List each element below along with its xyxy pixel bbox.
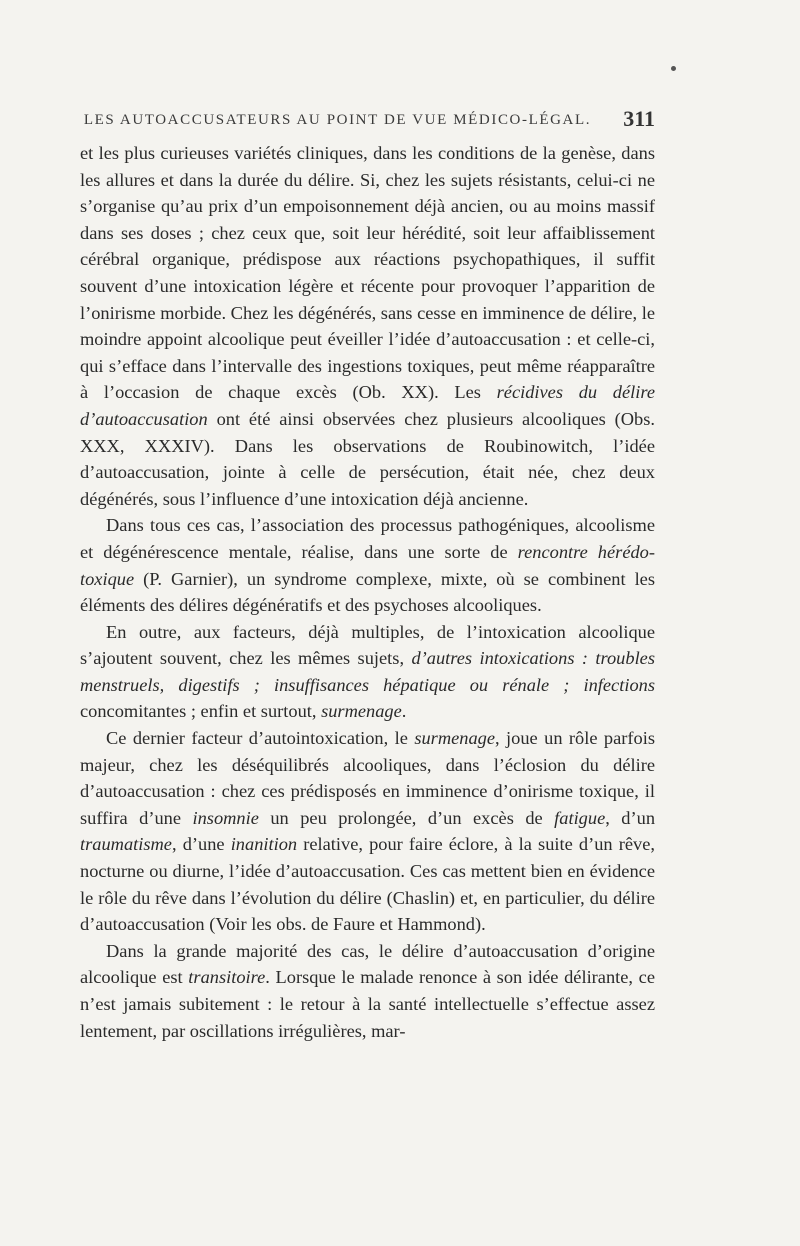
paragraph-1 <box>80 140 655 512</box>
text-span: Dans tous ces cas, l’association des processus pathogéniques, alcoolisme et dégénérescence mentale, réalise, dans une sorte de <box>80 515 655 562</box>
italic-span: insomnie <box>192 807 259 828</box>
paragraph-5 <box>80 938 655 1044</box>
body-text <box>80 140 655 1044</box>
text-span: , joue un rôle parfois majeur, chez les déséquilibrés alcooliques, dans l’éclosion du délire d’autoaccusation : chez ces prédisposés en imminence d’onirisme toxique, il suffira d’une <box>80 728 656 828</box>
italic-span: transitoire <box>188 967 266 988</box>
text-span: En outre, aux facteurs, déjà multiples, de l’intoxication alcoolique s’ajoutent souvent, chez les mêmes sujets, <box>80 621 655 669</box>
text-span: concomitantes ; enfin et surtout, <box>80 701 322 722</box>
italic-span: récidives du délire d’autoaccusation <box>80 382 656 429</box>
paragraph-4 <box>80 725 655 938</box>
text-span: ont été ainsi observées chez plusieurs alcooliques (Obs. XXX, XXXIV). Dans les observations de Roubinowitch, l’idée d’autoaccusation, jointe à celle de persécution, était née, chez deux dégénérés, sous l’influence d’une intoxication déjà ancienne. <box>80 408 655 509</box>
text-span: . Lorsque le malade renonce à son idée délirante, ce n’est jamais subitement : le retour à la santé intellectuelle s’effectue assez lentement, par oscillations irrégulières, mar- <box>80 967 655 1041</box>
italic-span: d’autres intoxications : troubles menstruels, digestifs ; insuffisances hépatique ou rénale ; infections <box>80 648 656 695</box>
paragraph-3 <box>80 619 655 725</box>
text-span: relative, pour faire éclore, à la suite d’un rêve, nocturne ou diurne, l’idée d’autoaccusation. Ces cas mettent bien en évidence le rôle du rêve dans l’évolution du délire (Chaslin) et, en particulier, du délire d’autoaccusation (Voir les obs. de Faure et Hammond). <box>80 834 655 935</box>
page-number: 311 <box>623 106 655 131</box>
italic-span: rencontre hérédo-toxique <box>80 541 655 589</box>
italic-span: surmenage <box>414 728 496 749</box>
text-span: , d’un <box>605 807 656 828</box>
text-span: Dans la grande majorité des cas, le délire d’autoaccusation d’origine alcoolique est <box>80 940 655 988</box>
italic-span: traumatisme <box>80 834 172 855</box>
running-head-title: LES AUTOACCUSATEURS AU POINT DE VUE MÉDICO-LÉGAL. <box>83 112 592 128</box>
text-span: (P. Garnier), un syndrome complexe, mixte, où se combinent les éléments des délires dégénératifs et des psychoses alcooliques. <box>80 568 655 616</box>
italic-span: fatigue <box>554 807 606 828</box>
text-span: un peu prolongée, d’un excès de <box>258 807 555 828</box>
running-head <box>80 106 655 142</box>
paragraph-2 <box>80 512 655 618</box>
text-span: Ce dernier facteur d’autointoxication, le <box>106 728 415 749</box>
ink-speck <box>671 66 676 71</box>
text-span: et les plus curieuses variétés cliniques, dans les conditions de la genèse, dans les allures et dans la durée du délire. Si, chez les sujets résistants, celui-ci ne s’organise qu’au prix d’un empoisonnement déjà ancien, ou au moins massif dans ses doses ; chez ceux que, soit leur hérédité, soit leur affaiblissement cérébral organique, prédispose aux réactions psychopathiques, il suffit souvent d’une intoxication légère et récente pour provoquer l’apparition de l’onirisme morbide. Chez les dégénérés, sans cesse en imminence de délire, le moindre appoint alcoolique peut éveiller l’idée d’autoaccusation : et celle-ci, qui s’efface dans l’intervalle des ingestions toxiques, peut même réapparaître à l’occasion de chaque excès (Ob. XX). Les <box>80 143 656 403</box>
italic-span: inanition <box>230 834 298 855</box>
text-span: . <box>401 701 407 722</box>
text-span: , d’une <box>171 834 231 855</box>
italic-span: surmenage <box>321 701 402 722</box>
